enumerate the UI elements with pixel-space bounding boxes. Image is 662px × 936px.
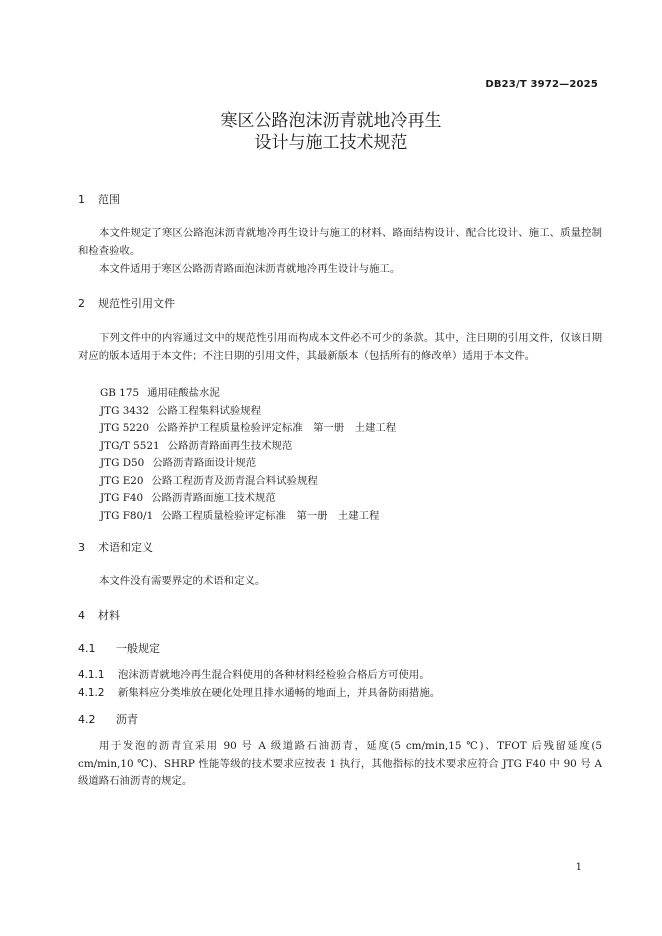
section-2-paragraph-1: 下列文件中的内容通过文中的规范性引用而构成本文件必不可少的条款。其中，注日期的引用文件，仅该日期对应的版本适用于本文件；不注日期的引用文件，其最新版本（包括所有的修改单）适用于本文件。	[78, 332, 602, 362]
clause-text: 泡沫沥青就地冷再生混合料使用的各种材料经检验合格后方可使用。	[118, 669, 430, 681]
reference-code: JTG F40	[100, 492, 144, 504]
section-title: 一般规定	[116, 642, 160, 655]
section-4-heading	[78, 608, 120, 624]
reference-name: 公路工程集料试验规程	[157, 404, 262, 417]
clause-4-1-2	[78, 685, 602, 702]
reference-code: JTG D50	[100, 457, 145, 469]
reference-code: JTG/T 5521	[100, 439, 160, 452]
section-title: 规范性引用文件	[98, 297, 175, 310]
reference-name: 通用硅酸盐水泥	[147, 387, 220, 399]
section-title: 术语和定义	[98, 541, 153, 554]
reference-code: JTG 5220	[100, 422, 150, 434]
reference-item	[100, 385, 396, 403]
section-3-paragraph-1: 本文件没有需要界定的术语和定义。	[99, 575, 266, 587]
section-number: 4.1	[78, 642, 96, 655]
reference-item	[100, 508, 396, 526]
reference-code: JTG E20	[100, 474, 144, 487]
section-title: 材料	[98, 609, 120, 622]
reference-code: JTG F80/1	[100, 509, 154, 522]
section-3-heading	[78, 540, 153, 556]
reference-name: 公路养护工程质量检验评定标准 第一册 土建工程	[157, 422, 397, 434]
section-1-paragraph-1: 本文件规定了寒区公路泡沫沥青就地冷再生设计与施工的材料、路面结构设计、配合比设计、施工、质量控制和检查验收。	[78, 227, 602, 257]
reference-item	[100, 420, 396, 438]
normative-reference-list	[100, 385, 396, 525]
clause-4-1-1	[78, 667, 602, 684]
reference-name: 公路沥青路面设计规范	[152, 457, 257, 469]
clause-number: 4.1.1	[78, 669, 105, 681]
page-number: 1	[575, 862, 582, 873]
section-number: 4	[78, 609, 85, 622]
section-number: 2	[78, 297, 85, 310]
document-code: DB23/T 3972—2025	[485, 79, 598, 90]
reference-code: GB 175	[100, 387, 140, 399]
section-number: 4.2	[78, 713, 96, 726]
reference-name: 公路工程质量检验评定标准 第一册 土建工程	[161, 509, 380, 522]
reference-code: JTG 3432	[100, 404, 150, 417]
section-2-heading	[78, 296, 175, 312]
document-title-line-1: 寒区公路泡沫沥青就地冷再生	[220, 111, 442, 131]
section-number: 1	[78, 193, 85, 206]
reference-item	[100, 438, 396, 456]
section-title: 范围	[98, 193, 120, 206]
section-4-1-heading	[78, 641, 160, 657]
reference-item	[100, 490, 396, 508]
reference-item	[100, 455, 396, 473]
section-1-paragraph-2: 本文件适用于寒区公路沥青路面泡沫沥青就地冷再生设计与施工。	[99, 263, 401, 275]
section-4-2-heading	[78, 712, 138, 728]
reference-name: 公路沥青路面再生技术规范	[167, 439, 293, 452]
document-title-line-2: 设计与施工技术规范	[254, 133, 408, 153]
section-number: 3	[78, 541, 85, 554]
reference-item	[100, 473, 396, 491]
reference-name: 公路工程沥青及沥青混合料试验规程	[151, 474, 318, 487]
reference-name: 公路沥青路面施工技术规范	[151, 492, 276, 504]
reference-item	[100, 403, 396, 421]
clause-text: 新集料应分类堆放在硬化处理且排水通畅的地面上，并具备防雨措施。	[118, 687, 441, 699]
section-1-heading	[78, 192, 120, 208]
clause-number: 4.1.2	[78, 687, 105, 699]
section-title: 沥青	[116, 713, 138, 726]
section-4-2-paragraph-1: 用于发泡的沥青宜采用 90 号 A 级道路石油沥青，延度(5 cm/min,15 ℃)、TFOT 后残留延度(5 cm/min,10 ℃)、SHRP 性能等级的技术要求应按表 1 执行，其他指标的技术要求应符合 JTG F40 中 90 号 A 级道路石油沥青的规定。	[78, 740, 602, 787]
